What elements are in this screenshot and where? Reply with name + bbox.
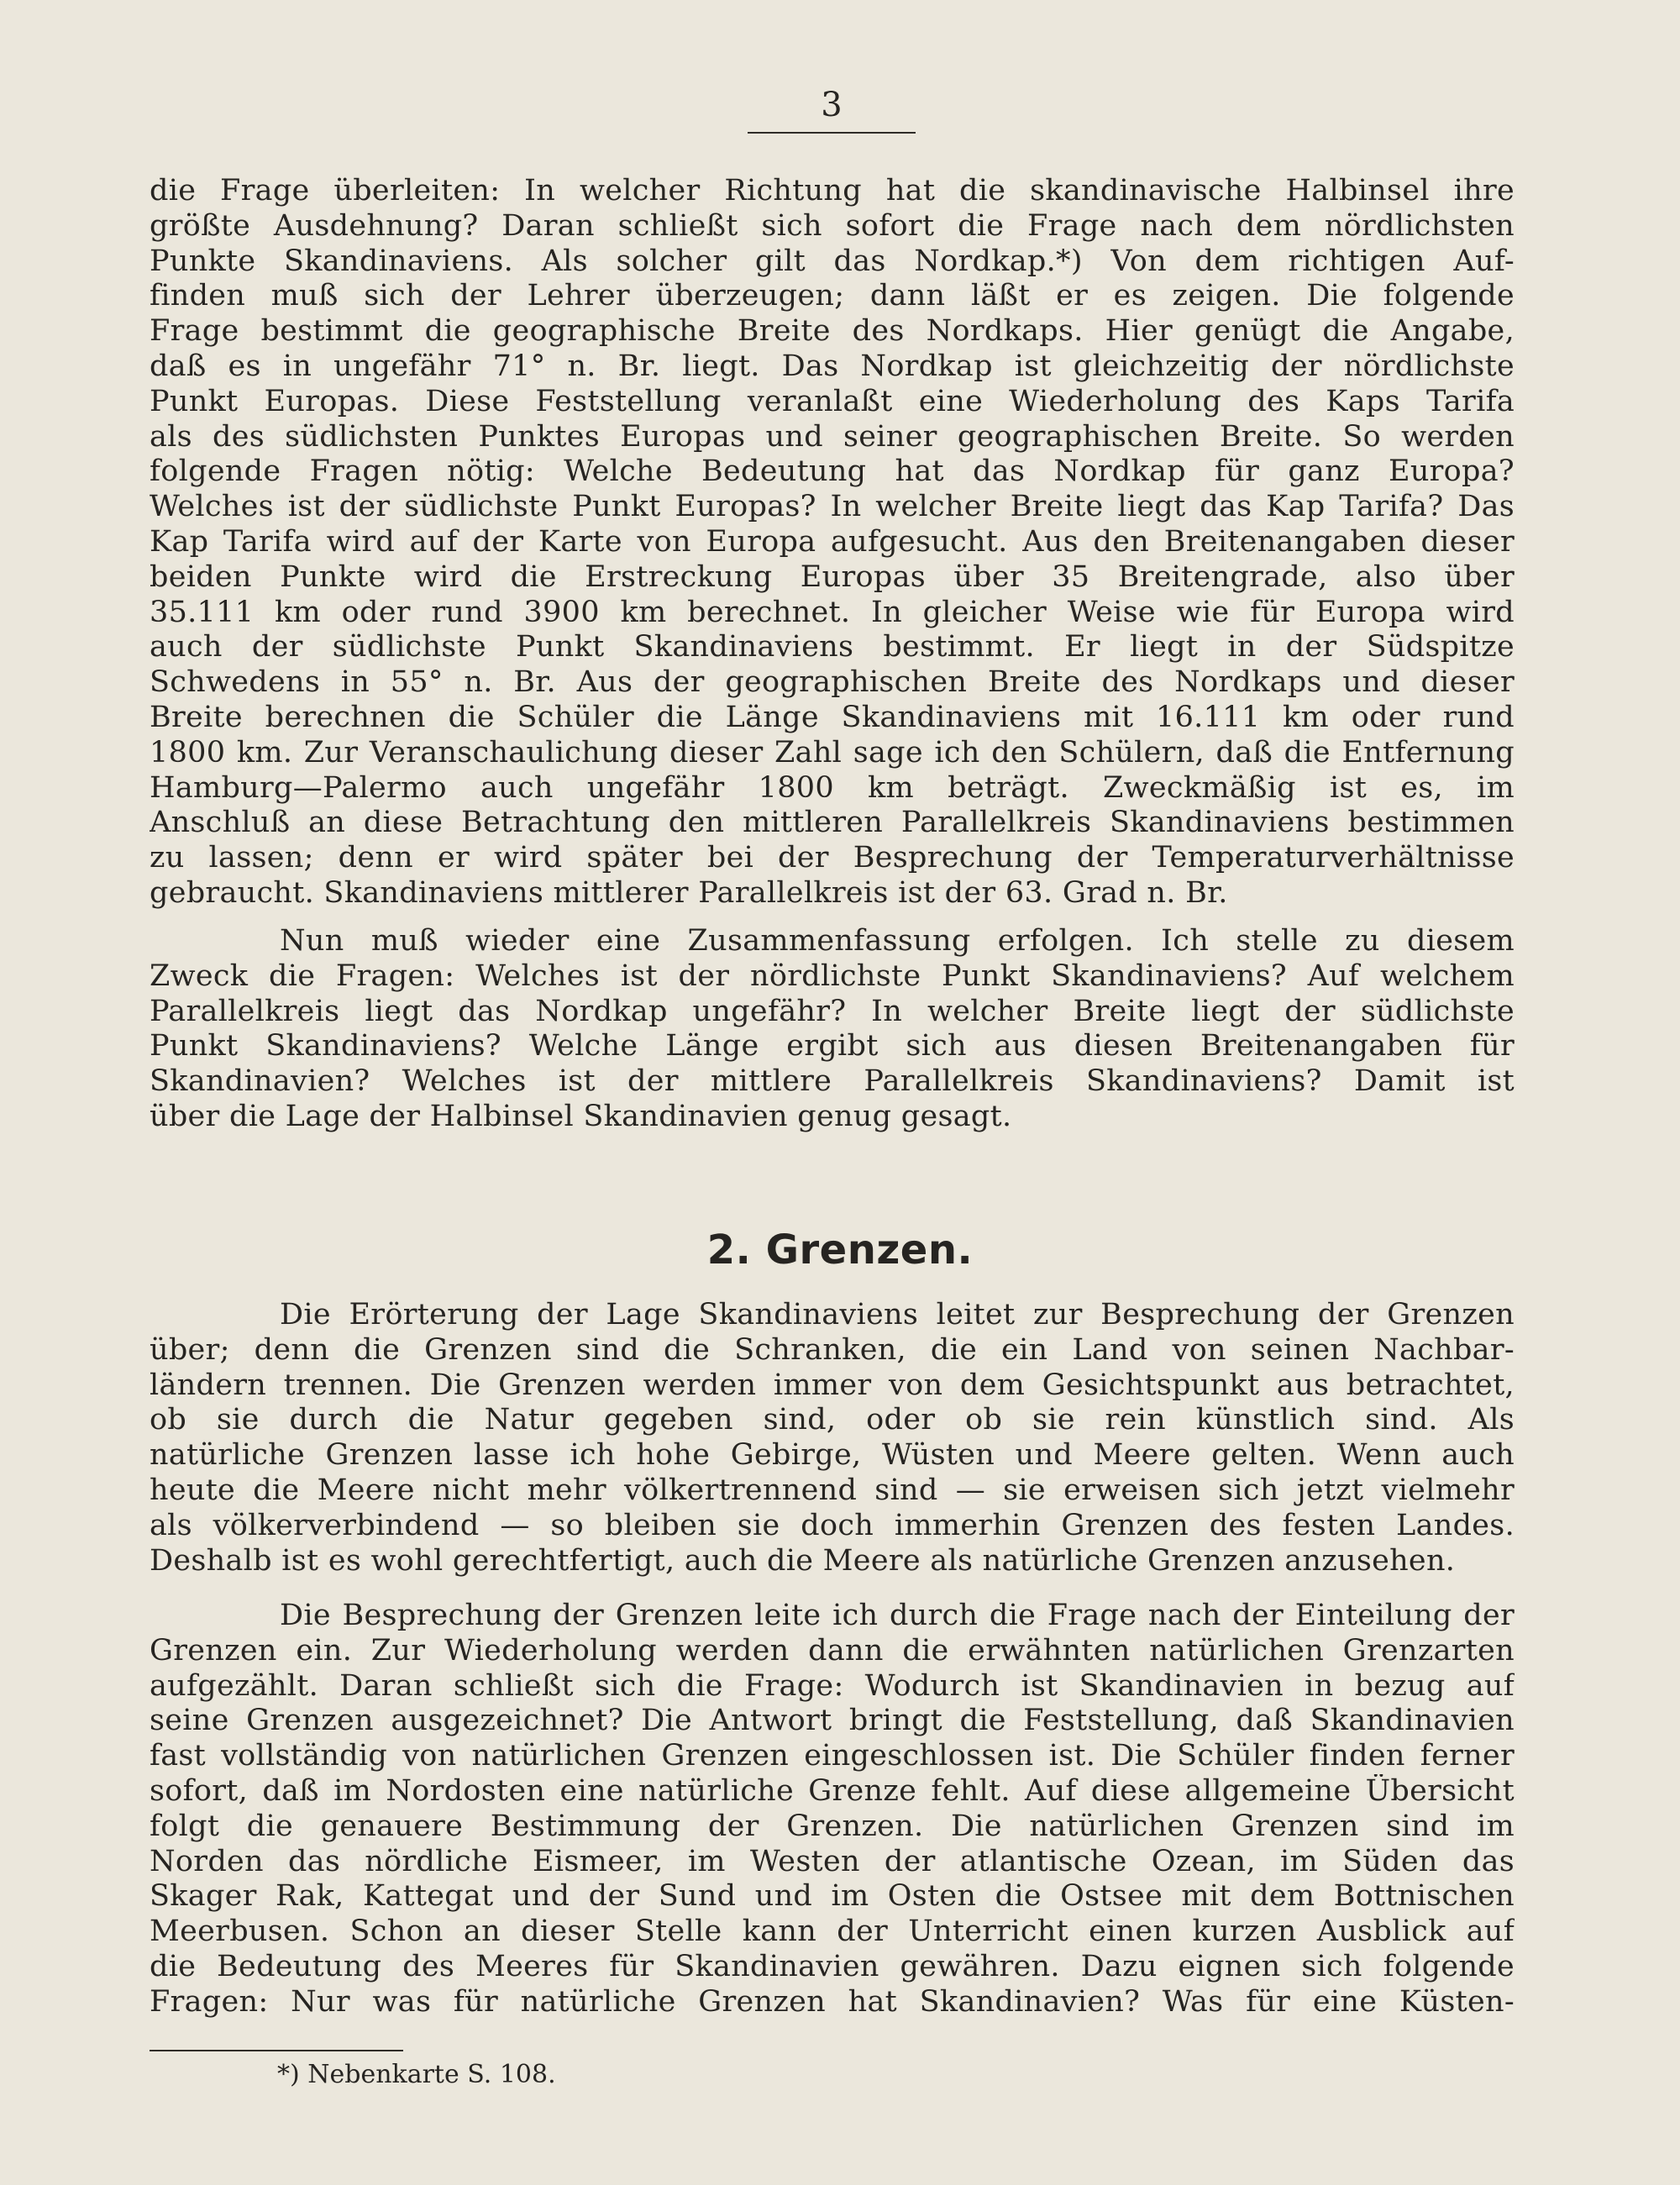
text-line: 35.111 km oder rund 3900 km berechnet. In gleicher Weise wie für Europa wird — [150, 595, 1515, 629]
text-line: größte Ausdehnung? Daran schließt sich sofort die Frage nach dem nördlichsten — [150, 208, 1515, 243]
text-line: Meerbusen. Schon an dieser Stelle kann der Unterricht einen kurzen Ausblick auf — [150, 1915, 1515, 1949]
paragraph-2 — [150, 924, 1515, 1135]
text-line: Skager Rak, Kattegat und der Sund und im Osten die Ostsee mit dem Bottnischen — [150, 1879, 1515, 1914]
text-line: die Frage überleiten: In welcher Richtung hat die skandinavische Halbinsel ihre — [150, 174, 1515, 207]
text-line: 1800 km. Zur Veranschaulichung dieser Zahl sage ich den Schülern, daß die Entfernung — [150, 735, 1515, 769]
text-line: gebraucht. Skandinaviens mittlerer Parallelkreis ist der 63. Grad n. Br. — [150, 875, 1228, 910]
footnote: *) Nebenkarte S. 108. — [277, 2060, 556, 2089]
text-line: Fragen: Nur was für natürliche Grenzen hat Skandinavien? Was für eine Küsten- — [150, 1984, 1515, 2019]
text-line: Schwedens in 55° n. Br. Aus der geographischen Breite des Nordkaps und dieser — [150, 665, 1515, 700]
text-line: über; denn die Grenzen sind die Schranken, die ein Land von seinen Nachbar- — [150, 1332, 1515, 1367]
text-line: beiden Punkte wird die Erstreckung Europas über 35 Breitengrade, also über — [150, 559, 1515, 594]
text-line: als völkerverbindend — so bleiben sie doch immerhin Grenzen des festen Landes. — [150, 1508, 1515, 1542]
text-line: Breite berechnen die Schüler die Länge Skandinaviens mit 16.111 km oder rund — [150, 700, 1515, 734]
text-line: über die Lage der Halbinsel Skandinavien genug gesagt. — [150, 1099, 1012, 1133]
footnote-rule — [150, 2050, 403, 2051]
text-line: die Bedeutung des Meeres für Skandinavien gewähren. Dazu eignen sich folgende — [150, 1949, 1515, 1983]
section-heading: 2. Grenzen. — [706, 1226, 974, 1274]
text-line: aufgezählt. Daran schließt sich die Frage: Wodurch ist Skandinavien in bezug auf — [150, 1668, 1515, 1703]
text-line: heute die Meere nicht mehr völkertrennend sind — sie erweisen sich jetzt vielmehr — [150, 1473, 1515, 1507]
text-line: ob sie durch die Natur gegeben sind, oder ob sie rein künstlich sind. Als — [150, 1403, 1515, 1437]
text-line: Parallelkreis liegt das Nordkap ungefähr? In welcher Breite liegt der südlichste — [150, 994, 1515, 1028]
paragraph-4 — [150, 1599, 1515, 2020]
text-line: Welches ist der südlichste Punkt Europas? In welcher Breite liegt das Kap Tarifa? Das — [150, 490, 1515, 524]
text-line: sofort, daß im Nordosten eine natürliche Grenze fehlt. Auf diese allgemeine Übersicht — [150, 1773, 1515, 1808]
text-line: Frage bestimmt die geographische Breite des Nordkaps. Hier genügt die Angabe, — [150, 314, 1515, 349]
text-line: Skandinavien? Welches ist der mittlere Parallelkreis Skandinaviens? Damit ist — [150, 1064, 1515, 1099]
text-line: Grenzen ein. Zur Wiederholung werden dann die erwähnten natürlichen Grenzarten — [150, 1633, 1515, 1668]
text-line: Nun muß wieder eine Zusammenfassung erfolgen. Ich stelle zu diesem — [280, 924, 1515, 958]
text-line: Deshalb ist es wohl gerechtfertigt, auch die Meere als natürliche Grenzen anzusehen. — [150, 1543, 1456, 1578]
text-line: folgt die genauere Bestimmung der Grenzen. Die natürlichen Grenzen sind im — [150, 1809, 1515, 1843]
text-line: finden muß sich der Lehrer überzeugen; dann läßt er es zeigen. Die folgende — [150, 279, 1515, 313]
text-line: Die Erörterung der Lage Skandinaviens leitet zur Besprechung der Grenzen — [280, 1298, 1515, 1331]
text-line: fast vollständig von natürlichen Grenzen eingeschlossen ist. Die Schüler finden ferner — [150, 1739, 1515, 1773]
text-line: Hamburg—Palermo auch ungefähr 1800 km beträgt. Zweckmäßig ist es, im — [150, 770, 1515, 805]
text-line: als des südlichsten Punktes Europas und seiner geographischen Breite. So werden — [150, 419, 1515, 454]
text-line: Punkt Europas. Diese Feststellung veranlaßt eine Wiederholung des Kaps Tarifa — [150, 384, 1515, 418]
text-line: daß es in ungefähr 71° n. Br. liegt. Das Nordkap ist gleichzeitig der nördlichste — [150, 349, 1515, 383]
text-line: seine Grenzen ausgezeichnet? Die Antwort bringt die Feststellung, daß Skandinavien — [150, 1704, 1515, 1738]
text-line: Anschluß an diese Betrachtung den mittleren Parallelkreis Skandinaviens bestimmen — [150, 806, 1515, 840]
page-number: 3 — [821, 86, 843, 124]
paragraph-1 — [150, 174, 1515, 911]
text-line: Punkte Skandinaviens. Als solcher gilt das Nordkap.*) Von dem richtigen Auf- — [150, 244, 1515, 278]
paragraph-3 — [150, 1298, 1515, 1578]
text-line: Die Besprechung der Grenzen leite ich durch die Frage nach der Einteilung der — [280, 1599, 1515, 1632]
text-line: Punkt Skandinaviens? Welche Länge ergibt sich aus diesen Breitenangaben für — [150, 1029, 1515, 1064]
text-line: Zweck die Fragen: Welches ist der nördlichste Punkt Skandinaviens? Auf welchem — [150, 959, 1515, 993]
text-line: ländern trennen. Die Grenzen werden immer von dem Gesichtspunkt aus betrachtet, — [150, 1368, 1515, 1402]
text-line: natürliche Grenzen lasse ich hohe Gebirge, Wüsten und Meere gelten. Wenn auch — [150, 1438, 1515, 1473]
page-number-rule — [748, 132, 916, 134]
text-line: zu lassen; denn er wird später bei der Besprechung der Temperaturverhältnisse — [150, 841, 1515, 875]
text-line: Kap Tarifa wird auf der Karte von Europa aufgesucht. Aus den Breitenangaben dieser — [150, 524, 1515, 559]
text-line: folgende Fragen nötig: Welche Bedeutung hat das Nordkap für ganz Europa? — [150, 454, 1515, 489]
text-line: Norden das nördliche Eismeer, im Westen der atlantische Ozean, im Süden das — [150, 1844, 1515, 1878]
text-line: auch der südlichste Punkt Skandinaviens bestimmt. Er liegt in der Südspitze — [150, 630, 1515, 664]
